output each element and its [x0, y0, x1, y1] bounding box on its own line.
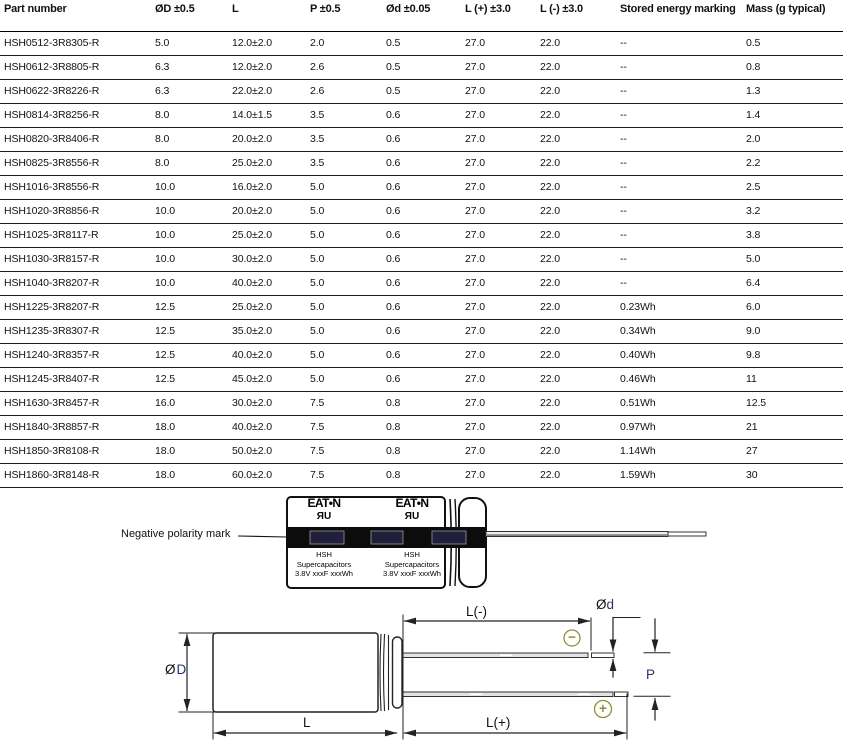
table-cell: HSH1860-3R8148-R [0, 463, 151, 487]
table-cell: 0.6 [382, 319, 461, 343]
table-cell: 27.0 [461, 103, 536, 127]
table-cell: HSH0814-3R8256-R [0, 103, 151, 127]
print-series: HSH [404, 550, 420, 559]
table-cell: 22.0 [536, 271, 616, 295]
header-row [0, 0, 843, 31]
table-cell: 27.0 [461, 199, 536, 223]
table-cell: 27.0 [461, 367, 536, 391]
table-cell: 0.6 [382, 103, 461, 127]
column-header-body-diameter: ØD ±0.5 [151, 0, 228, 31]
dim-label-diameter-symbol: Ø [165, 662, 176, 677]
table-row [0, 319, 843, 343]
lead-highlight [500, 654, 512, 656]
band-spacer [274, 524, 374, 550]
table-cell: 35.0±2.0 [228, 319, 306, 343]
dim-label-lead-pos: L(+) [486, 715, 511, 730]
table-cell: HSH1225-3R8207-R [0, 295, 151, 319]
table-cell: 0.46Wh [616, 367, 742, 391]
table-cell: 10.0 [151, 199, 228, 223]
table-cell: 0.6 [382, 223, 461, 247]
table-cell: 22.0 [536, 319, 616, 343]
table-cell: 0.6 [382, 151, 461, 175]
table-cell: 6.3 [151, 79, 228, 103]
table-cell: HSH1025-3R8117-R [0, 223, 151, 247]
table-cell: -- [616, 199, 742, 223]
table-cell: 2.0 [306, 31, 382, 55]
table-cell: 5.0 [306, 223, 382, 247]
table-cell: 0.6 [382, 295, 461, 319]
table-cell: HSH1016-3R8556-R [0, 175, 151, 199]
table-cell: 40.0±2.0 [228, 343, 306, 367]
table-cell: 27.0 [461, 295, 536, 319]
table-cell: 22.0 [536, 223, 616, 247]
print-family: Supercapacitors [296, 559, 352, 569]
table-cell: 12.0±2.0 [228, 31, 306, 55]
negative-polarity-callout: Negative polarity mark [121, 528, 231, 540]
table-cell: 21 [742, 415, 843, 439]
table-cell: 30 [742, 463, 843, 487]
table-cell: -- [616, 175, 742, 199]
drawing-crimp-line [384, 635, 385, 711]
table-cell: 22.0 [536, 103, 616, 127]
table-cell: 0.8 [382, 415, 461, 439]
table-cell: 7.5 [306, 415, 382, 439]
table-cell: 5.0 [306, 295, 382, 319]
table-cell: 0.34Wh [616, 319, 742, 343]
table-row [0, 127, 843, 151]
table-cell: 27 [742, 439, 843, 463]
table-cell: 12.5 [151, 295, 228, 319]
table-cell: HSH0825-3R8556-R [0, 151, 151, 175]
body-print-right [362, 497, 462, 579]
table-cell: 8.0 [151, 127, 228, 151]
ul-recognized-icon: ЯU [404, 511, 420, 522]
table-cell: HSH1245-3R8407-R [0, 367, 151, 391]
column-header-pitch: P ±0.5 [306, 0, 382, 31]
table-cell: HSH1240-3R8357-R [0, 343, 151, 367]
column-header-part-number: Part number [0, 0, 151, 31]
table-cell: 27.0 [461, 391, 536, 415]
table-cell: 7.5 [306, 439, 382, 463]
table-cell: 22.0 [536, 343, 616, 367]
table-cell: 22.0 [536, 439, 616, 463]
table-row [0, 391, 843, 415]
table-cell: 0.6 [382, 175, 461, 199]
table-cell: 2.0 [742, 127, 843, 151]
table-cell: 3.5 [306, 151, 382, 175]
table-cell: 10.0 [151, 175, 228, 199]
table-cell: 0.6 [382, 367, 461, 391]
table-cell: 45.0±2.0 [228, 367, 306, 391]
table-cell: 0.8 [382, 463, 461, 487]
lead-negative [402, 653, 588, 658]
drawing-capacitor-body [213, 633, 378, 712]
table-cell: -- [616, 151, 742, 175]
table-row [0, 367, 843, 391]
table-cell: 18.0 [151, 415, 228, 439]
table-cell: HSH0612-3R8805-R [0, 55, 151, 79]
table-cell: 27.0 [461, 79, 536, 103]
table-cell: 9.0 [742, 319, 843, 343]
table-cell: 22.0 [536, 175, 616, 199]
table-cell: 16.0±2.0 [228, 175, 306, 199]
table-cell: 22.0±2.0 [228, 79, 306, 103]
table-cell: 3.8 [742, 223, 843, 247]
column-header-mass: Mass (g typical) [742, 0, 843, 31]
table-cell: 18.0 [151, 463, 228, 487]
table-cell: 14.0±1.5 [228, 103, 306, 127]
table-cell: 22.0 [536, 151, 616, 175]
lead-negative-tip [592, 653, 615, 658]
column-header-length: L [228, 0, 306, 31]
table-cell: -- [616, 223, 742, 247]
table-cell: 12.5 [151, 343, 228, 367]
table-cell: 7.5 [306, 463, 382, 487]
table-cell: 5.0 [742, 247, 843, 271]
table-cell: 27.0 [461, 31, 536, 55]
table-row [0, 343, 843, 367]
table-cell: 1.4 [742, 103, 843, 127]
table-cell: 22.0 [536, 391, 616, 415]
table-cell: 16.0 [151, 391, 228, 415]
table-cell: 18.0 [151, 439, 228, 463]
table-cell: 0.5 [382, 79, 461, 103]
table-cell: 30.0±2.0 [228, 391, 306, 415]
table-row [0, 247, 843, 271]
table-cell: 27.0 [461, 127, 536, 151]
table-cell: 2.2 [742, 151, 843, 175]
table-cell: 22.0 [536, 295, 616, 319]
eaton-logo: EAT•N [395, 496, 429, 510]
table-cell: 5.0 [306, 367, 382, 391]
photo-lead-tip [668, 532, 706, 536]
dim-label-lead-neg: L(-) [466, 604, 487, 619]
table-cell: 40.0±2.0 [228, 415, 306, 439]
table-cell: 6.0 [742, 295, 843, 319]
table-cell: 5.0 [306, 199, 382, 223]
lead-highlight [578, 693, 590, 695]
table-row [0, 79, 843, 103]
table-body [0, 31, 843, 487]
table-cell: 7.5 [306, 391, 382, 415]
table-cell: 27.0 [461, 175, 536, 199]
table-cell: 9.8 [742, 343, 843, 367]
table-cell: 27.0 [461, 439, 536, 463]
table-cell: 22.0 [536, 31, 616, 55]
pos-symbol-glyph: + [599, 701, 607, 716]
table-cell: HSH0512-3R8305-R [0, 31, 151, 55]
table-cell: 3.2 [742, 199, 843, 223]
table-row [0, 175, 843, 199]
table-cell: 0.6 [382, 271, 461, 295]
table-cell: 0.8 [382, 439, 461, 463]
table-cell: 22.0 [536, 247, 616, 271]
table-cell: HSH0622-3R8226-R [0, 79, 151, 103]
table-cell: 0.5 [382, 31, 461, 55]
table-cell: -- [616, 55, 742, 79]
table-row [0, 271, 843, 295]
table-cell: 1.59Wh [616, 463, 742, 487]
dim-label-body-length: L [303, 715, 311, 730]
print-rating: 3.8V xxxF xxxWh [383, 569, 441, 578]
table-cell: 50.0±2.0 [228, 439, 306, 463]
dim-label-pitch: P [646, 667, 656, 682]
column-header-lead-pos: L (+) ±3.0 [461, 0, 536, 31]
table-cell: 5.0 [306, 271, 382, 295]
table-cell: 6.3 [151, 55, 228, 79]
eaton-logo: EAT•N [307, 496, 341, 510]
table-cell: HSH1235-3R8307-R [0, 319, 151, 343]
print-rating: 3.8V xxxF xxxWh [295, 569, 353, 578]
print-series: HSH [316, 550, 332, 559]
column-header-lead-diameter: Ød ±0.05 [382, 0, 461, 31]
table-row [0, 55, 843, 79]
dim-label-lead-diameter: d [606, 597, 615, 612]
column-header-stored-energy: Stored energy marking [616, 0, 742, 31]
table-cell: 5.0 [306, 247, 382, 271]
print-family: Supercapacitors [384, 559, 440, 569]
table-row [0, 223, 843, 247]
table-row [0, 415, 843, 439]
table-cell: 2.5 [742, 175, 843, 199]
table-cell: 30.0±2.0 [228, 247, 306, 271]
table-cell: 25.0±2.0 [228, 151, 306, 175]
table-cell: -- [616, 79, 742, 103]
dimension-drawing [176, 615, 670, 739]
table-cell: 12.5 [151, 367, 228, 391]
table-cell: 11 [742, 367, 843, 391]
table-cell: -- [616, 103, 742, 127]
table-cell: 22.0 [536, 79, 616, 103]
table-cell: 0.5 [742, 31, 843, 55]
table-cell: HSH1850-3R8108-R [0, 439, 151, 463]
dim-label-lead-diameter-symbol: Ø [596, 597, 607, 612]
table-cell: 27.0 [461, 151, 536, 175]
table-row [0, 31, 843, 55]
table-cell: 5.0 [151, 31, 228, 55]
table-cell: 22.0 [536, 463, 616, 487]
table-cell: 10.0 [151, 223, 228, 247]
table-cell: 0.8 [742, 55, 843, 79]
table-cell: 0.6 [382, 343, 461, 367]
table-cell: 8.0 [151, 151, 228, 175]
table-cell: 60.0±2.0 [228, 463, 306, 487]
band-spacer [362, 524, 462, 550]
table-row [0, 151, 843, 175]
table-cell: 27.0 [461, 271, 536, 295]
table-cell: 8.0 [151, 103, 228, 127]
table-cell: 10.0 [151, 247, 228, 271]
table-cell: 0.97Wh [616, 415, 742, 439]
dim-label-body-diameter: D [176, 662, 187, 677]
table-row [0, 295, 843, 319]
drawing-end-cap [393, 637, 403, 708]
table-cell: 5.0 [306, 343, 382, 367]
table-row [0, 463, 843, 487]
lead-positive-tip [615, 692, 629, 697]
table-cell: HSH1030-3R8157-R [0, 247, 151, 271]
table-header [0, 0, 843, 31]
table-cell: -- [616, 127, 742, 151]
table-row [0, 439, 843, 463]
table-cell: 22.0 [536, 199, 616, 223]
table-cell: 0.5 [382, 55, 461, 79]
table-cell: HSH1630-3R8457-R [0, 391, 151, 415]
table-cell: 22.0 [536, 55, 616, 79]
table-cell: -- [616, 31, 742, 55]
table-cell: 20.0±2.0 [228, 127, 306, 151]
table-cell: 5.0 [306, 175, 382, 199]
table-cell: HSH1040-3R8207-R [0, 271, 151, 295]
table-cell: HSH0820-3R8406-R [0, 127, 151, 151]
table-cell: -- [616, 247, 742, 271]
table-cell: 25.0±2.0 [228, 223, 306, 247]
table-cell: 22.0 [536, 415, 616, 439]
neg-symbol-glyph: − [568, 629, 576, 645]
table-cell: 0.23Wh [616, 295, 742, 319]
table-cell: 2.6 [306, 55, 382, 79]
table-cell: 27.0 [461, 463, 536, 487]
table-cell: 22.0 [536, 127, 616, 151]
table-cell: 3.5 [306, 127, 382, 151]
table-cell: 0.8 [382, 391, 461, 415]
table-cell: 12.5 [151, 319, 228, 343]
lead-highlight [470, 693, 482, 695]
table-cell: 3.5 [306, 103, 382, 127]
table-cell: 6.4 [742, 271, 843, 295]
table-cell: 0.51Wh [616, 391, 742, 415]
ul-recognized-icon: ЯU [316, 511, 332, 522]
figure-section [0, 487, 843, 742]
table-cell: 27.0 [461, 319, 536, 343]
table-cell: 12.0±2.0 [228, 55, 306, 79]
table-cell: 40.0±2.0 [228, 271, 306, 295]
table-cell: -- [616, 271, 742, 295]
table-row [0, 199, 843, 223]
table-cell: 5.0 [306, 319, 382, 343]
table-cell: 27.0 [461, 415, 536, 439]
table-cell: HSH1840-3R8857-R [0, 415, 151, 439]
table-cell: 2.6 [306, 79, 382, 103]
table-cell: 0.6 [382, 127, 461, 151]
table-cell: 12.5 [742, 391, 843, 415]
table-cell: 0.40Wh [616, 343, 742, 367]
table-cell: 0.6 [382, 247, 461, 271]
table-row [0, 103, 843, 127]
table-cell: 22.0 [536, 367, 616, 391]
table-cell: 0.6 [382, 199, 461, 223]
table-cell: 27.0 [461, 55, 536, 79]
table-cell: 1.3 [742, 79, 843, 103]
table-cell: 10.0 [151, 271, 228, 295]
table-cell: 27.0 [461, 223, 536, 247]
table-cell: 25.0±2.0 [228, 295, 306, 319]
table-cell: 27.0 [461, 247, 536, 271]
table-cell: 20.0±2.0 [228, 199, 306, 223]
body-print-left [274, 497, 374, 579]
table-cell: HSH1020-3R8856-R [0, 199, 151, 223]
table-cell: 1.14Wh [616, 439, 742, 463]
drawing-crimp-line [380, 635, 381, 711]
column-header-lead-neg: L (-) ±3.0 [536, 0, 616, 31]
table-cell: 27.0 [461, 343, 536, 367]
